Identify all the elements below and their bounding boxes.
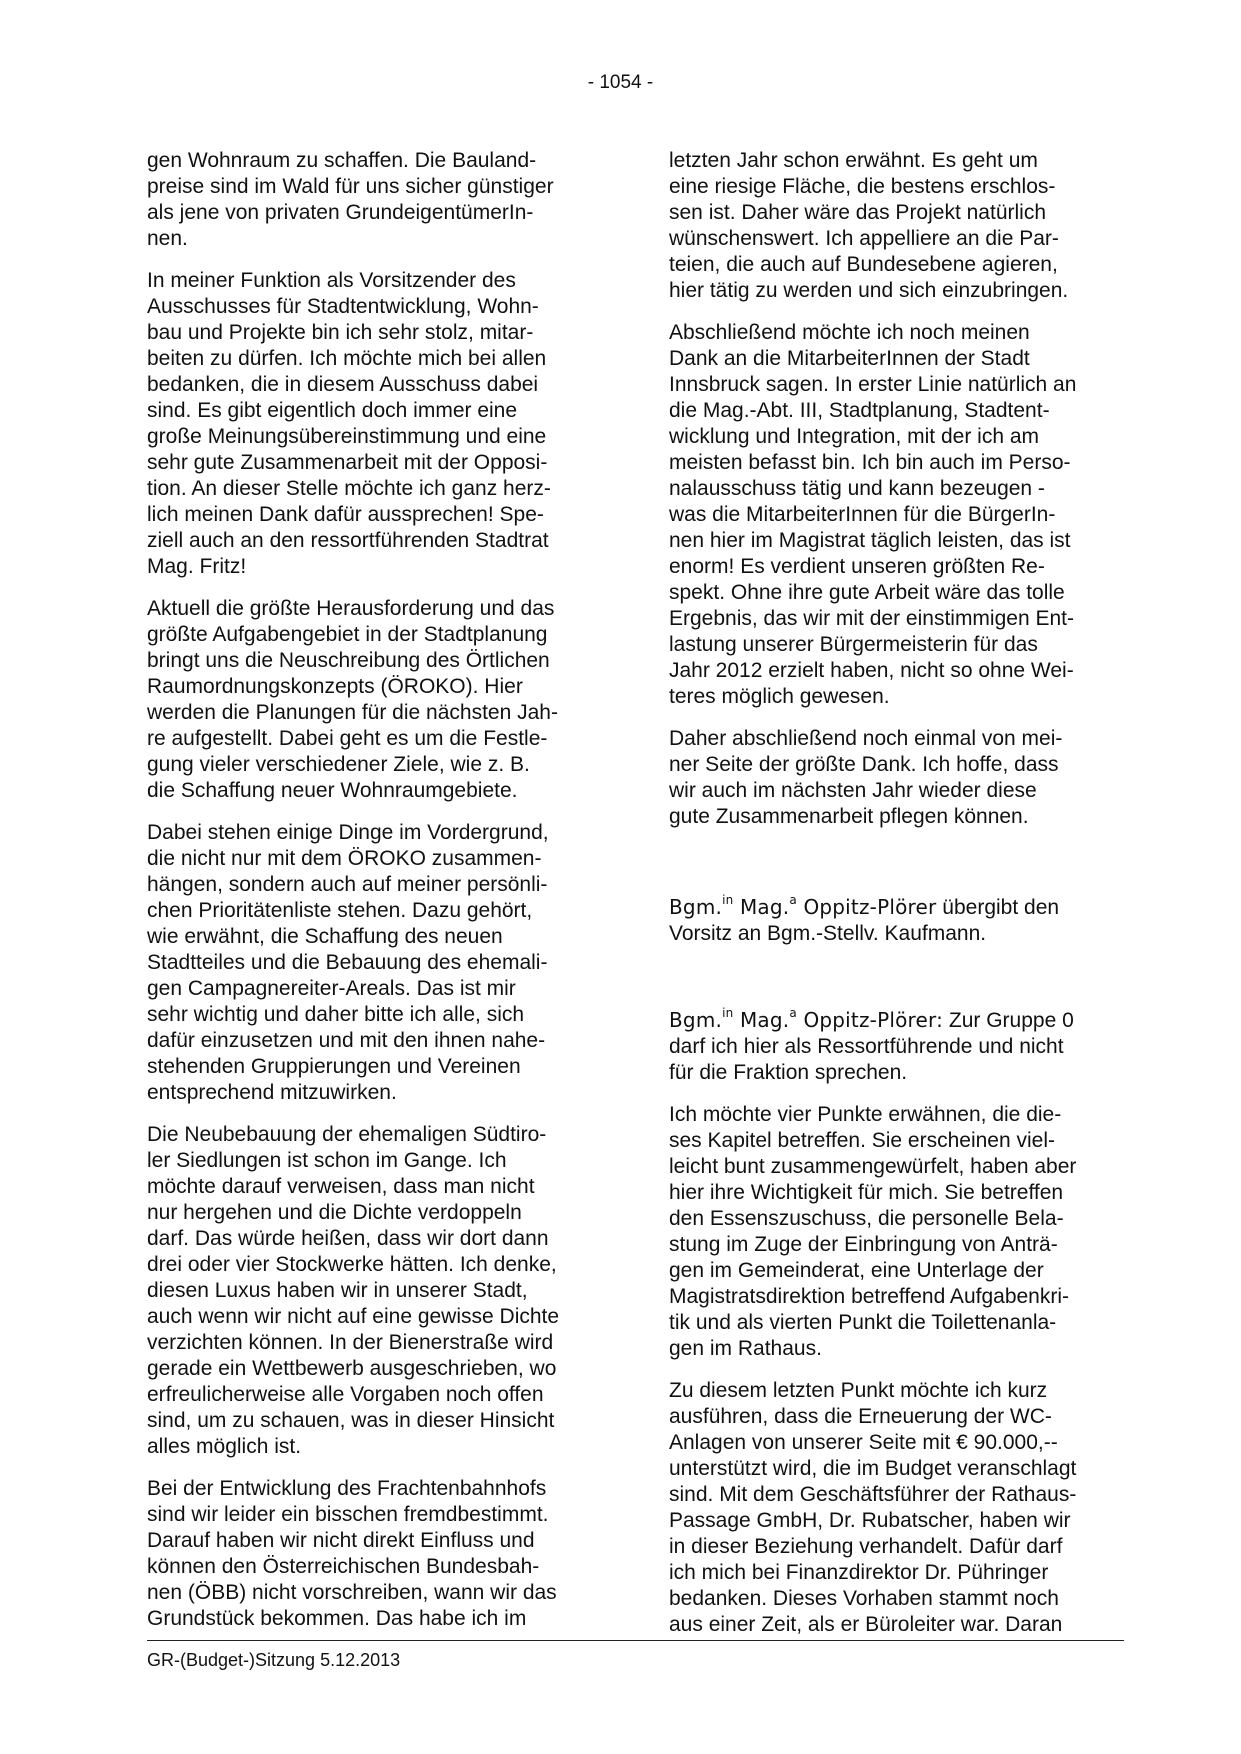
right-column <box>669 148 1119 1654</box>
paragraph: Bei der Entwicklung des Frachtenbahnhofs sind wir leider ein bisschen fremdbestimmt. Darauf haben wir nicht direkt Einfluss und können den Österreichischen Bundesbah- nen (ÖBB) nicht vorschreiben, wann wir das Grundstück bekommen. Das habe ich im <box>147 1477 557 1630</box>
speaker-intro: Bgm.$^{in}$ Mag.$^a$ Oppitz-Plörer: Zur Gruppe 0 darf ich hier als Ressortführende und nicht für die Fraktion sprechen. <box>669 1006 1074 1084</box>
spacer <box>669 846 1119 894</box>
paragraph: Zu diesem letzten Punkt möchte ich kurz ausführen, dass die Erneuerung der WC- Anlagen von unserer Seite mit € 90.000,-- unterstützt wird, die im Budget veranschlagt sind. Mit dem Geschäftsführer der Rathaus- Passage GmbH, Dr. Rubatscher, haben wir in dieser Beziehung verhandelt. Dafür darf ich mich bei Finanzdirektor Dr. Pühringer bedanken. Dieses Vorhaben stammt noch aus einer Zeit, als er Büroleiter war. Daran <box>669 1379 1077 1636</box>
paragraph: letzten Jahr schon erwähnt. Es geht um eine riesige Fläche, die bestens erschlos- sen ist. Daher wäre das Projekt natürlich wünschenswert. Ich appelliere an die Par- teien, die auch auf Bundesebene agieren, hier tätig zu werden und sich einzubringen. <box>669 149 1069 302</box>
spacer <box>669 947 1119 1007</box>
paragraph: Die Neubebauung der ehemaligen Südtiro- ler Siedlungen ist schon im Gange. Ich möchte darauf verweisen, dass man nicht nur hergehen und die Dichte verdoppeln darf. Das würde heißen, dass wir dort dann drei oder vier Stockwerke hätten. Ich denke, diesen Luxus haben wir in unserer Stadt, auch wenn wir nicht auf eine gewisse Dichte verzichten können. In der Bienerstraße wird gerade ein Wettbewerb ausgeschrieben, wo erfreulicherweise alle Vorgaben noch offen sind, um zu schauen, was in dieser Hinsicht alles möglich ist. <box>147 1123 560 1458</box>
speaker-name: Bgm.$^{in}$ Mag.$^a$ Oppitz-Plörer: <box>669 1006 944 1032</box>
left-column <box>147 148 597 1648</box>
footer-divider <box>147 1640 1124 1641</box>
paragraph: Dabei stehen einige Dinge im Vordergrund, die nicht nur mit dem ÖROKO zusammen- hängen, sondern auch auf meiner persönli- chen Prioritätenliste stehen. Dazu gehört, wie erwähnt, die Schaffung des neuen Stadtteiles und die Bebauung des ehemali- gen Campagnereiter-Areals. Das ist mir sehr wichtig und daher bitte ich alle, sich dafür einzusetzen und mit den ihnen nahe- stehenden Gruppierungen und Vereinen entsprechend mitzuwirken. <box>147 821 549 1104</box>
paragraph: In meiner Funktion als Vorsitzender des Ausschusses für Stadtentwicklung, Wohn- bau und Projekte bin ich sehr stolz, mitar- beiten zu dürfen. Ich möchte mich bei allen bedanken, die in diesem Ausschuss dabei sind. Es gibt eigentlich doch immer eine große Meinungsübereinstimmung und eine sehr gute Zusammenarbeit mit der Opposi- tion. An dieser Stelle möchte ich ganz herz- lich meinen Dank dafür aussprechen! Spe- ziell auch an den ressortführenden Stadtrat Mag. Fritz! <box>147 269 551 578</box>
page-number: - 1054 - <box>587 72 654 93</box>
footer-session-label: GR-(Budget-)Sitzung 5.12.2013 <box>147 1650 401 1670</box>
paragraph: Daher abschließend noch einmal von mei- ner Seite der größte Dank. Ich hoffe, dass wir auch im nächsten Jahr wieder diese gute Zusammenarbeit pflegen können. <box>669 727 1063 828</box>
paragraph: Abschließend möchte ich noch meinen Dank an die MitarbeiterInnen der Stadt Innsbruck sagen. In erster Linie natürlich an die Mag.-Abt. III, Stadtplanung, Stadtent- wicklung und Integration, mit der ich am meisten befasst bin. Ich bin auch im Perso- nalausschuss tätig und kann bezeugen - was die MitarbeiterInnen für die BürgerIn- nen hier im Magistrat täglich leisten, das ist enorm! Es verdient unseren größten Re- spekt. Ohne ihre gute Arbeit wäre das tolle Ergebnis, das wir mit der einstimmigen Ent- lastung unserer Bürgermeisterin für das Jahr 2012 erzielt haben, nicht so ohne Wei- teres möglich gewesen. <box>669 321 1077 708</box>
chair-handover-note: Bgm.$^{in}$ Mag.$^a$ Oppitz-Plörer übergibt den Vorsitz an Bgm.-Stellv. Kaufmann. <box>669 893 1060 945</box>
paragraph: Aktuell die größte Herausforderung und das größte Aufgabengebiet in der Stadtplanung bringt uns die Neuschreibung des Örtlichen Raumordnungskonzepts (ÖROKO). Hier werden die Planungen für die nächsten Jah- re aufgestellt. Dabei geht es um die Festle- gung vieler verschiedener Ziele, wie z. B. die Schaffung neuer Wohnraumgebiete. <box>147 597 558 802</box>
paragraph: Ich möchte vier Punkte erwähnen, die die- ses Kapitel betreffen. Sie erscheinen viel- leicht bunt zusammengewürfelt, haben aber hier ihre Wichtigkeit für mich. Sie betreffen den Essenszuschuss, die personelle Bela- stung im Zuge der Einbringung von Anträ- gen im Gemeinderat, eine Unterlage der Magistratsdirektion betreffend Aufgabenkri- tik und als vierten Punkt die Toilettenanla- gen im Rathaus. <box>669 1103 1077 1360</box>
speaker-name: Bgm.$^{in}$ Mag.$^a$ Oppitz-Plörer <box>669 893 937 919</box>
paragraph: gen Wohnraum zu schaffen. Die Bauland- preise sind im Wald für uns sicher günstiger als jene von privaten GrundeigentümerIn- nen. <box>147 149 554 250</box>
